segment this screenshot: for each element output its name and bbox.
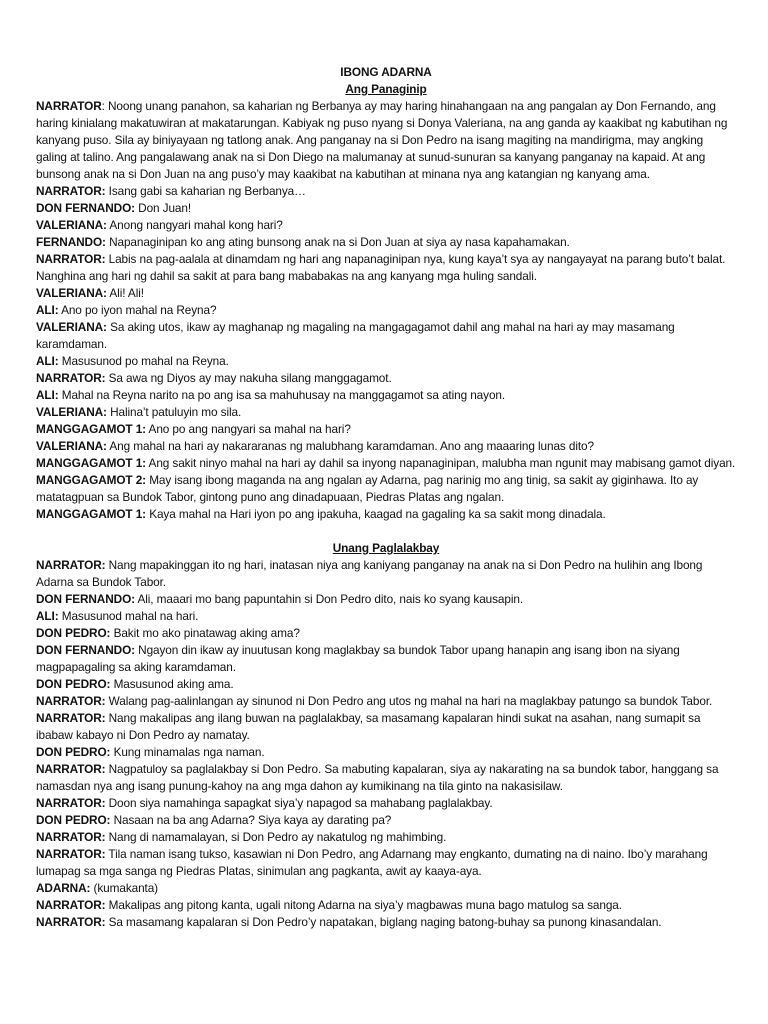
dialogue-line [36,676,736,693]
dialogue-line [36,897,736,914]
dialogue-line [36,370,736,387]
dialogue-text: Isang gabi sa kaharian ng Berbanya… [108,184,306,198]
dialogue-text: Masusunod po mahal na Reyna. [61,354,229,368]
speaker-label: NARRATOR: [36,796,106,810]
dialogue-line [36,625,736,642]
dialogue-text: Napanaginipan ko ang ating bunsong anak na si Don Juan at siya ay nasa kapahamakan. [109,235,570,249]
speaker-label: VALERIANA: [36,320,107,334]
speaker-label: DON PEDRO: [36,745,111,759]
speaker-label: NARRATOR: [36,915,106,929]
section-heading: Unang Paglalakbay [332,541,440,555]
dialogue-text: May isang ibong maganda na ang ngalan ay Adarna, pag narinig mo ang tinig, sa sakit ay giginhawa. Ito ay matatagpuan sa Bundok Tabor, gintong puno ang dinadapuaan, Piedras Platas ang ngalan. [36,473,699,504]
dialogue-text: Ano po iyon mahal na Reyna? [61,303,217,317]
dialogue-text: (kumakanta) [93,881,159,895]
speaker-label: MANGGAGAMOT 1: [36,507,147,521]
dialogue-line [36,914,736,931]
dialogue-text: Nang di namamalayan, si Don Pedro ay nakatulog ng mahimbing. [108,830,447,844]
speaker-label: VALERIANA: [36,405,107,419]
dialogue-line [36,557,736,591]
dialogue-line [36,710,736,744]
dialogue-line [36,642,736,676]
speaker-label: NARRATOR: [36,558,106,572]
dialogue-line [36,285,736,302]
dialogue-line [36,353,736,370]
dialogue-line [36,880,736,897]
dialogue-line [36,251,736,285]
dialogue-text: Nasaan na ba ang Adarna? Siya kaya ay darating pa? [113,813,392,827]
dialogue-line [36,217,736,234]
speaker-label: NARRATOR: [36,898,106,912]
dialogue-line [36,795,736,812]
dialogue-text: Sa aking utos, ikaw ay maghanap ng magaling na mangagagamot dahil ang mahal na hari ay may masamang karamdaman. [36,320,675,351]
dialogue-text: Ang sakit ninyo mahal na hari ay dahil sa inyong napanaginipan, malubha man ngunit may mabisang gamot diyan. [148,456,736,470]
dialogue-line [36,319,736,353]
dialogue-line [36,98,736,183]
speaker-label: NARRATOR: [36,694,106,708]
dialogue-text: Kung minamalas nga naman. [113,745,265,759]
dialogue-line [36,183,736,200]
speaker-label: NARRATOR: [36,252,106,266]
dialogue-text: Kaya mahal na Hari iyon po ang ipakuha, kaagad na gagaling ka sa sakit mong dinadala. [149,507,606,521]
speaker-label: DON PEDRO: [36,813,111,827]
speaker-label: NARRATOR: [36,184,106,198]
dialogue-text: Noong unang panahon, sa kaharian ng Berbanya ay may haring hinahangaan na ang pangalan ay Don Fernando, ang haring kinialang makatuwiran at makatarungan. Kabiyak ng puso nyang si Donya Valeriana, na ang ganda ay kaakibat ng kabutihan ng kanyang puso. Sila ay biniyayaan ng tatlong anak. Ang panganay na si Don Pedro na isang magiting na mandirigma, may angking galing at talino. Ang pangalawang anak na si Don Diego na malumanay at sunud-sunuran sa kanyang panganay na kapaid. At ang bunsong anak na si Don Juan na ang puso’y may kaakibat na kabutihan at minana nya ang katangian ng kanyang ama. [36,99,728,181]
dialogue-text: Tila naman isang tukso, kasawian ni Don Pedro, ang Adarnang may engkanto, dumating na di naino. Ibo’y marahang lumapag sa mga sanga ng Piedras Platas, sinimulan ang pagkanta, awit ay kaaya-aya. [36,847,708,878]
dialogue-text: Walang pag-aalinlangan ay sinunod ni Don Pedro ang utos ng mahal na hari na maglakbay patungo sa bundok Tabor. [108,694,713,708]
dialogue-line [36,829,736,846]
speaker-label: DON PEDRO: [36,626,111,640]
dialogue-line [36,455,736,472]
speaker-label: MANGGAGAMOT 1: [36,456,147,470]
dialogue-text: Doon siya namahinga sapagkat siya’y napagod sa mahabang paglalakbay. [108,796,493,810]
dialogue-text: Ngayon din ikaw ay inuutusan kong maglakbay sa bundok Tabor upang hanapin ang isang ibon na siyang magpapagaling sa aking karamdaman. [36,643,680,674]
speaker-label: NARRATOR: [36,847,106,861]
dialogue-text: Masusunod mahal na hari. [61,609,199,623]
dialogue-text: Nagpatuloy sa paglalakbay si Don Pedro. Sa mabuting kapalaran, siya ay nakarating na sa bundok tabor, hanggang sa namasdan nya ang isang punung-kahoy na ang mga dahon ay kumikinang na tila ginto na nakasisilaw. [36,762,719,793]
speaker-label: ALI: [36,303,59,317]
section-heading: Ang Panaginip [345,82,427,96]
section-spacer [36,523,736,540]
speaker-label: MANGGAGAMOT 1: [36,422,147,436]
speaker-label: ALI: [36,609,59,623]
speaker-label: MANGGAGAMOT 2: [36,473,147,487]
dialogue-line [36,438,736,455]
speaker-label: FERNANDO: [36,235,106,249]
dialogue-line [36,404,736,421]
dialogue-line [36,761,736,795]
dialogue-line [36,693,736,710]
dialogue-text: Ali! Ali! [109,286,144,300]
dialogue-text: Nang makalipas ang ilang buwan na paglalakbay, sa masamang kapalaran hindi sukat na asahan, nang sumapit sa ibabaw kabayo ni Don Pedro ay namatay. [36,711,701,742]
dialogue-line [36,234,736,251]
speaker-label: VALERIANA: [36,286,107,300]
dialogue-text: Don Juan! [138,201,192,215]
speaker-label: ALI: [36,388,59,402]
speaker-label: ADARNA: [36,881,91,895]
dialogue-text: Anong nangyari mahal kong hari? [109,218,283,232]
speaker-label: NARRATOR: [36,371,106,385]
dialogue-text: Ang mahal na hari ay nakararanas ng malubhang karamdaman. Ano ang maaaring lunas dito? [109,439,594,453]
dialogue-line [36,608,736,625]
speaker-label: NARRATOR: [36,711,106,725]
speaker-label: DON FERNANDO: [36,201,135,215]
document-body [36,81,736,931]
dialogue-line [36,591,736,608]
dialogue-line [36,302,736,319]
speaker-label: NARRATOR: [36,830,106,844]
speaker-separator: : [101,99,105,113]
dialogue-text: Mahal na Reyna narito na po ang isa sa mahuhusay na manggagamot sa ating nayon. [61,388,506,402]
dialogue-text: Nang mapakinggan ito ng hari, inatasan niya ang kaniyang panganay na anak na si Don Pedro na hulihin ang Ibong Adarna sa Bundok Tabor. [36,558,703,589]
dialogue-line [36,812,736,829]
dialogue-text: Ano po ang nangyari sa mahal na hari? [148,422,351,436]
dialogue-line [36,744,736,761]
dialogue-line [36,387,736,404]
dialogue-text: Sa awa ng Diyos ay may nakuha silang manggagamot. [108,371,392,385]
dialogue-line [36,472,736,506]
dialogue-text: Labis na pag-aalala at dinamdam ng hari ang napanaginipan nya, kung kaya’t sya ay nangayayat na parang buto’t balat. Nanghina ang hari ng dahil sa sakit at para bang mababakas na ang kanyang mga huling sandali. [36,252,726,283]
dialogue-text: Bakit mo ako pinatawag aking ama? [113,626,300,640]
dialogue-line [36,506,736,523]
dialogue-text: Masusunod aking ama. [113,677,234,691]
speaker-label: DON FERNANDO: [36,592,135,606]
dialogue-text: Halina’t patuluyin mo sila. [110,405,242,419]
dialogue-text: Sa masamang kapalaran si Don Pedro’y napatakan, biglang naging batong-buhay sa punong kinasandalan. [108,915,662,929]
speaker-label: DON FERNANDO: [36,643,135,657]
speaker-label: DON PEDRO: [36,677,111,691]
dialogue-line [36,421,736,438]
speaker-label: NARRATOR: [36,762,106,776]
speaker-label: NARRATOR [36,99,102,113]
dialogue-text: Ali, maaari mo bang papuntahin si Don Pedro dito, nais ko syang kausapin. [137,592,524,606]
document-title: IBONG ADARNA [340,65,432,79]
speaker-label: ALI: [36,354,59,368]
dialogue-line [36,846,736,880]
speaker-label: VALERIANA: [36,218,107,232]
dialogue-text: Makalipas ang pitong kanta, ugali nitong Adarna na siya’y magbawas muna bago matulog sa sanga. [108,898,622,912]
dialogue-line [36,200,736,217]
speaker-label: VALERIANA: [36,439,107,453]
